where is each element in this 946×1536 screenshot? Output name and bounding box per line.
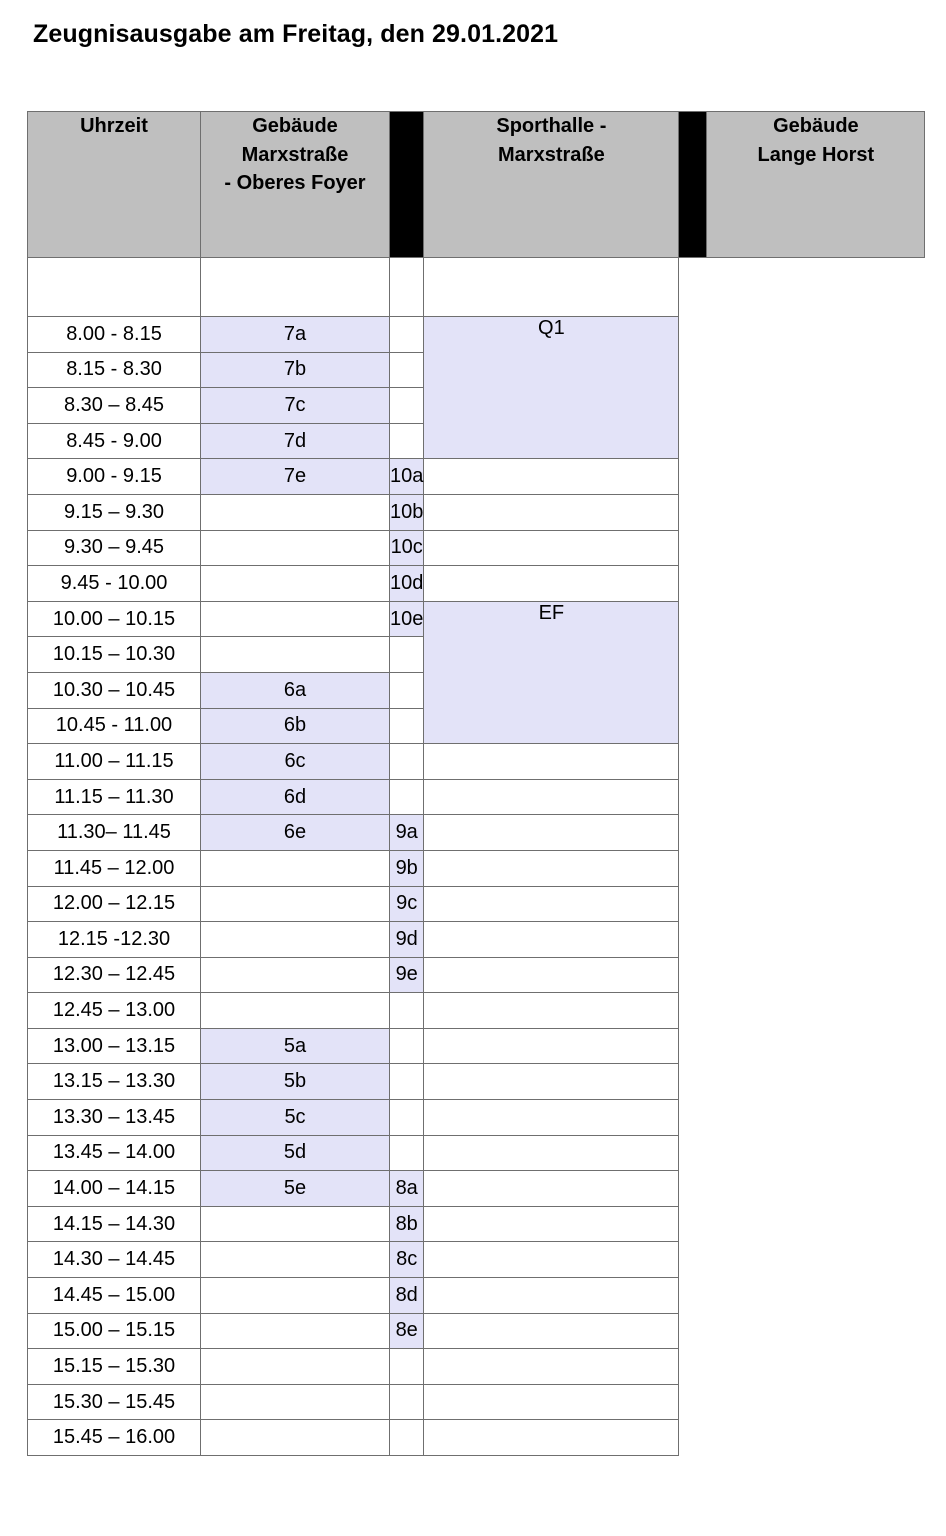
foyer-cell: 5c	[201, 1100, 390, 1136]
lange-horst-cell	[424, 779, 679, 815]
sporthalle-cell	[390, 993, 424, 1029]
lange-horst-block: Q1	[424, 317, 679, 459]
header-foyer: Gebäude Marxstraße - Oberes Foyer	[201, 112, 390, 258]
time-cell: 13.00 – 13.15	[28, 1028, 201, 1064]
foyer-cell: 7e	[201, 459, 390, 495]
sporthalle-cell	[390, 388, 424, 424]
time-cell: 15.00 – 15.15	[28, 1313, 201, 1349]
foyer-cell: 7d	[201, 423, 390, 459]
blank-cell	[201, 258, 390, 317]
sporthalle-cell: 9b	[390, 850, 424, 886]
lange-horst-cell	[424, 1135, 679, 1171]
sporthalle-cell: 9d	[390, 922, 424, 958]
lange-horst-cell	[424, 459, 679, 495]
sporthalle-cell: 8a	[390, 1171, 424, 1207]
time-slot-row	[28, 1349, 925, 1385]
lange-horst-cell	[424, 1313, 679, 1349]
time-cell: 8.15 - 8.30	[28, 352, 201, 388]
sporthalle-cell	[390, 317, 424, 353]
time-slot-row	[28, 1420, 925, 1456]
time-cell: 8.30 – 8.45	[28, 388, 201, 424]
time-slot-row	[28, 744, 925, 780]
sporthalle-cell	[390, 779, 424, 815]
time-slot-row	[28, 317, 925, 353]
schedule-table	[27, 111, 925, 1456]
time-cell: 14.00 – 14.15	[28, 1171, 201, 1207]
time-cell: 14.45 – 15.00	[28, 1278, 201, 1314]
sporthalle-cell	[390, 1349, 424, 1385]
foyer-cell: 5b	[201, 1064, 390, 1100]
header-sporthalle: Sporthalle - Marxstraße	[424, 112, 679, 258]
page-title: Zeugnisausgabe am Freitag, den 29.01.2021	[33, 20, 559, 48]
lange-horst-cell	[424, 566, 679, 602]
sporthalle-cell: 8d	[390, 1278, 424, 1314]
time-slot-row	[28, 1135, 925, 1171]
column-separator	[679, 112, 707, 258]
foyer-cell	[201, 922, 390, 958]
time-cell: 9.30 – 9.45	[28, 530, 201, 566]
sporthalle-cell: 10e	[390, 601, 424, 637]
sporthalle-cell	[390, 1100, 424, 1136]
lange-horst-cell	[424, 850, 679, 886]
time-slot-row	[28, 1313, 925, 1349]
time-slot-row	[28, 459, 925, 495]
sporthalle-cell	[390, 352, 424, 388]
lange-horst-cell	[424, 1420, 679, 1456]
blank-cell	[390, 258, 424, 317]
sporthalle-cell	[390, 1420, 424, 1456]
foyer-cell	[201, 957, 390, 993]
time-slot-row	[28, 494, 925, 530]
foyer-cell: 6b	[201, 708, 390, 744]
foyer-cell	[201, 1349, 390, 1385]
blank-row	[28, 258, 925, 317]
lange-horst-cell	[424, 1349, 679, 1385]
sporthalle-cell: 8e	[390, 1313, 424, 1349]
foyer-cell	[201, 494, 390, 530]
time-slot-row	[28, 1384, 925, 1420]
sporthalle-cell	[390, 637, 424, 673]
time-cell: 15.30 – 15.45	[28, 1384, 201, 1420]
foyer-cell	[201, 637, 390, 673]
sporthalle-cell	[390, 1384, 424, 1420]
foyer-cell	[201, 1242, 390, 1278]
lange-horst-cell	[424, 530, 679, 566]
foyer-cell: 7a	[201, 317, 390, 353]
time-cell: 10.15 – 10.30	[28, 637, 201, 673]
lange-horst-cell	[424, 886, 679, 922]
foyer-cell	[201, 566, 390, 602]
lange-horst-cell	[424, 1171, 679, 1207]
lange-horst-cell	[424, 1206, 679, 1242]
foyer-cell	[201, 993, 390, 1029]
foyer-cell: 5d	[201, 1135, 390, 1171]
time-cell: 11.15 – 11.30	[28, 779, 201, 815]
lange-horst-cell	[424, 815, 679, 851]
time-slot-row	[28, 850, 925, 886]
foyer-cell: 5e	[201, 1171, 390, 1207]
time-slot-row	[28, 1242, 925, 1278]
foyer-cell	[201, 1278, 390, 1314]
foyer-cell	[201, 886, 390, 922]
sporthalle-cell	[390, 423, 424, 459]
time-slot-row	[28, 530, 925, 566]
sporthalle-cell: 10c	[390, 530, 424, 566]
sporthalle-cell	[390, 744, 424, 780]
time-cell: 13.45 – 14.00	[28, 1135, 201, 1171]
time-cell: 11.30– 11.45	[28, 815, 201, 851]
header-uhrzeit: Uhrzeit	[28, 112, 201, 258]
sporthalle-cell: 8c	[390, 1242, 424, 1278]
time-cell: 12.30 – 12.45	[28, 957, 201, 993]
sporthalle-cell: 10b	[390, 494, 424, 530]
time-cell: 10.45 - 11.00	[28, 708, 201, 744]
time-cell: 11.00 – 11.15	[28, 744, 201, 780]
foyer-cell: 7b	[201, 352, 390, 388]
time-cell: 14.30 – 14.45	[28, 1242, 201, 1278]
lange-horst-cell	[424, 494, 679, 530]
lange-horst-cell	[424, 1064, 679, 1100]
sporthalle-cell: 9c	[390, 886, 424, 922]
time-cell: 9.15 – 9.30	[28, 494, 201, 530]
foyer-cell: 7c	[201, 388, 390, 424]
lange-horst-cell	[424, 993, 679, 1029]
time-cell: 11.45 – 12.00	[28, 850, 201, 886]
foyer-cell	[201, 1206, 390, 1242]
time-slot-row	[28, 566, 925, 602]
foyer-cell: 6a	[201, 672, 390, 708]
time-slot-row	[28, 815, 925, 851]
time-slot-row	[28, 993, 925, 1029]
time-cell: 9.45 - 10.00	[28, 566, 201, 602]
foyer-cell: 5a	[201, 1028, 390, 1064]
column-separator	[390, 112, 424, 258]
sporthalle-cell: 10a	[390, 459, 424, 495]
sporthalle-cell	[390, 672, 424, 708]
time-slot-row	[28, 779, 925, 815]
time-cell: 13.30 – 13.45	[28, 1100, 201, 1136]
lange-horst-cell	[424, 1384, 679, 1420]
foyer-cell	[201, 1313, 390, 1349]
foyer-cell	[201, 530, 390, 566]
header-lange-horst: Gebäude Lange Horst	[707, 112, 925, 258]
time-slot-row	[28, 957, 925, 993]
time-cell: 9.00 - 9.15	[28, 459, 201, 495]
time-slot-row	[28, 1028, 925, 1064]
time-cell: 10.00 – 10.15	[28, 601, 201, 637]
sporthalle-cell	[390, 1064, 424, 1100]
time-cell: 13.15 – 13.30	[28, 1064, 201, 1100]
time-cell: 12.15 -12.30	[28, 922, 201, 958]
sporthalle-cell: 10d	[390, 566, 424, 602]
lange-horst-block: EF	[424, 601, 679, 743]
lange-horst-cell	[424, 1278, 679, 1314]
lange-horst-cell	[424, 1100, 679, 1136]
time-cell: 14.15 – 14.30	[28, 1206, 201, 1242]
time-slot-row	[28, 1064, 925, 1100]
lange-horst-cell	[424, 1028, 679, 1064]
sporthalle-cell: 9a	[390, 815, 424, 851]
lange-horst-cell	[424, 922, 679, 958]
sporthalle-cell	[390, 1028, 424, 1064]
foyer-cell: 6e	[201, 815, 390, 851]
lange-horst-cell	[424, 744, 679, 780]
time-cell: 8.00 - 8.15	[28, 317, 201, 353]
foyer-cell	[201, 850, 390, 886]
lange-horst-cell	[424, 957, 679, 993]
foyer-cell	[201, 601, 390, 637]
sporthalle-cell	[390, 708, 424, 744]
sporthalle-cell	[390, 1135, 424, 1171]
sporthalle-cell: 8b	[390, 1206, 424, 1242]
time-cell: 8.45 - 9.00	[28, 423, 201, 459]
lange-horst-cell	[424, 1242, 679, 1278]
time-cell: 10.30 – 10.45	[28, 672, 201, 708]
time-slot-row	[28, 922, 925, 958]
time-cell: 15.15 – 15.30	[28, 1349, 201, 1385]
blank-cell	[28, 258, 201, 317]
sporthalle-cell: 9e	[390, 957, 424, 993]
time-slot-row	[28, 1206, 925, 1242]
time-cell: 12.45 – 13.00	[28, 993, 201, 1029]
time-slot-row	[28, 1278, 925, 1314]
time-slot-row	[28, 1171, 925, 1207]
foyer-cell: 6d	[201, 779, 390, 815]
blank-cell	[424, 258, 679, 317]
foyer-cell	[201, 1384, 390, 1420]
time-slot-row	[28, 886, 925, 922]
foyer-cell	[201, 1420, 390, 1456]
foyer-cell: 6c	[201, 744, 390, 780]
time-slot-row	[28, 601, 925, 637]
time-slot-row	[28, 1100, 925, 1136]
time-cell: 12.00 – 12.15	[28, 886, 201, 922]
time-cell: 15.45 – 16.00	[28, 1420, 201, 1456]
